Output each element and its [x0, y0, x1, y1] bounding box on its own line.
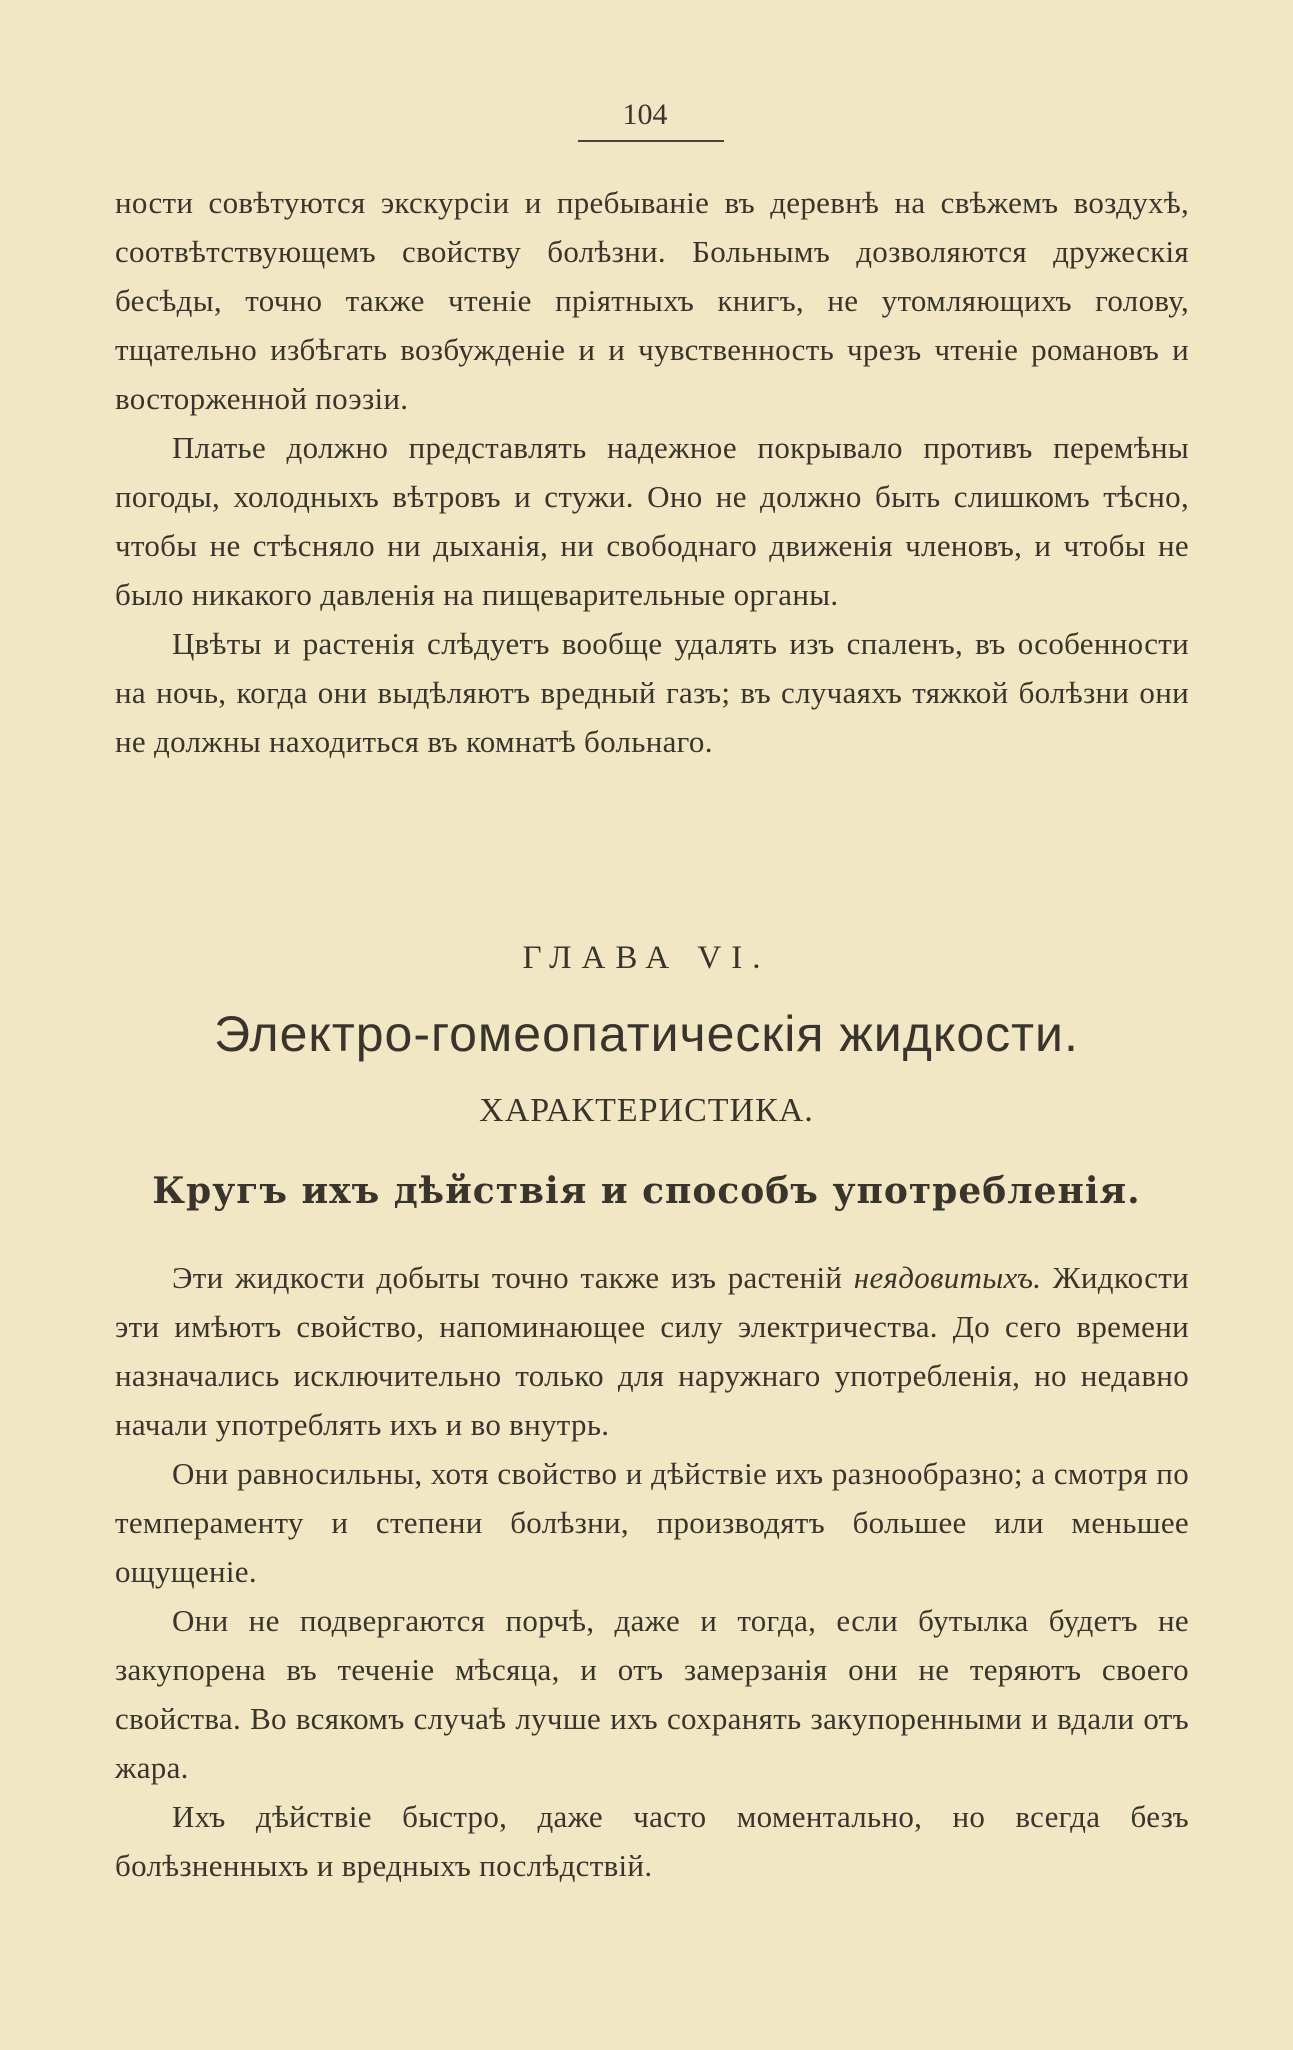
- paragraph: Ихъ дѣйствіе быстро, даже часто моментально, но всегда безъ болѣзненныхъ и вредныхъ послѣдствій.: [115, 1799, 1189, 1883]
- paragraph: Они не подвергаются порчѣ, даже и тогда, если бутылка будетъ не закупорена въ теченіе мѣсяца, и отъ замерзанія они не теряютъ своего свойства. Во всякомъ случаѣ лучше ихъ сохранять закупоренными и вдали отъ жара.: [115, 1603, 1189, 1785]
- page-number: 104: [622, 98, 668, 131]
- paragraph: [115, 1253, 1189, 1449]
- paragraph: Они равносильны, хотя свойство и дѣйствіе ихъ разнообразно; а смотря по темпераменту и степени болѣзни, производятъ большее или меньшее ощущеніе.: [115, 1456, 1189, 1589]
- chapter-heading: ГЛАВА VI.: [522, 940, 771, 976]
- section-heading: ХАРАКТЕРИСТИКА.: [479, 1092, 814, 1129]
- paragraph: ности совѣтуются экскурсіи и пребываніе въ деревнѣ на свѣжемъ воздухѣ, соотвѣтствующемъ свойству болѣзни. Больнымъ дозволяются дружескія бесѣды, точно также чтеніе пріятныхъ книгъ, не утомляющихъ голову, тщательно избѣгать возбужденіе и и чувственность чрезъ чтеніе романовъ и восторженной поэзіи.: [115, 185, 1189, 416]
- section-subheading: Кругъ ихъ дѣйствія и способъ употребленія.: [152, 1170, 1141, 1212]
- top-text: [115, 178, 1189, 766]
- bottom-text: [115, 1253, 1189, 1890]
- paragraph: Платье должно представлять надежное покрывало противъ перемѣны погоды, холодныхъ вѣтровъ и стужи. Оно не должно быть слишкомъ тѣсно, чтобы не стѣсняло ни дыханія, ни свободнаго движенія членовъ, и чтобы не было никакого давленія на пищеварительные органы.: [115, 430, 1189, 612]
- paragraph-text: Эти жидкости добыты точно также изъ растеній: [172, 1260, 854, 1295]
- italic-word: неядовитыхъ.: [853, 1260, 1042, 1295]
- paragraph-text: Жидкости эти имѣютъ свойство, напоминающее силу электричества. До сего времени назначались исключительно только для наружнаго употребленія, но недавно начали употреблять ихъ и во внутрь.: [115, 1260, 1189, 1442]
- page-number-rule: [578, 140, 724, 142]
- paragraph: Цвѣты и растенія слѣдуетъ вообще удалять изъ спаленъ, въ особенности на ночь, когда они выдѣляютъ вредный газъ; въ случаяхъ тяжкой болѣзни они не должны находиться въ комнатѣ больнаго.: [115, 626, 1189, 759]
- chapter-title: Электро-гомеопатическія жидкости.: [214, 1006, 1079, 1062]
